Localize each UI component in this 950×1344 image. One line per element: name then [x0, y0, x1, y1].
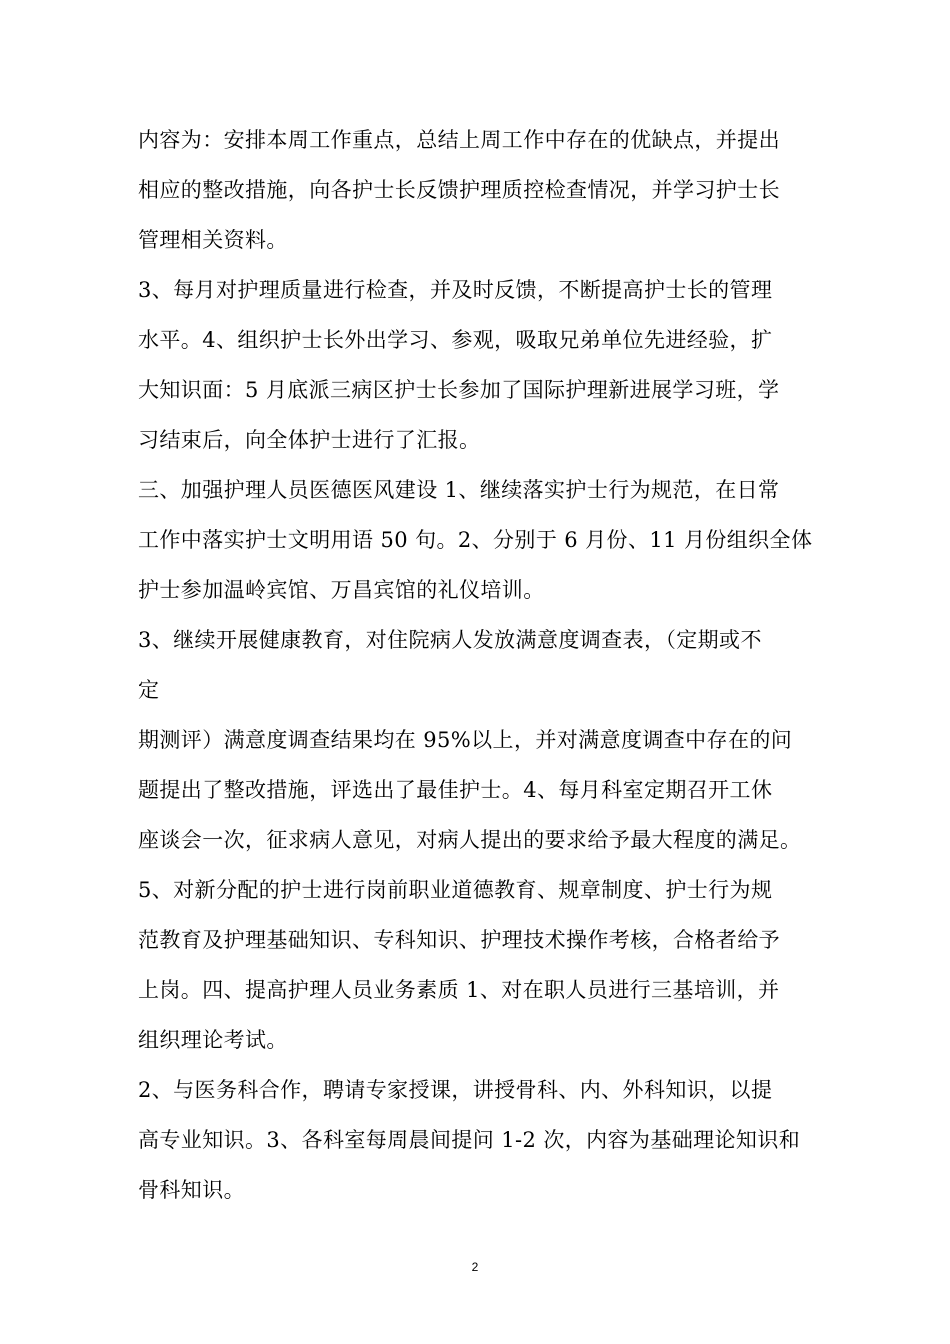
body-text-line: 水平。4、组织护士长外出学习、参观，吸取兄弟单位先进经验，扩 [138, 328, 773, 352]
body-text-line: 组织理论考试。 [138, 1028, 288, 1052]
body-text-line: 3、每月对护理质量进行检查，并及时反馈，不断提高护士长的管理 [138, 278, 773, 302]
body-text-line: 3、继续开展健康教育，对住院病人发放满意度调查表，（定期或不 [138, 628, 762, 652]
body-text-line: 习结束后，向全体护士进行了汇报。 [138, 428, 481, 452]
body-text-line: 相应的整改措施，向各护士长反馈护理质控检查情况，并学习护士长 [138, 178, 780, 202]
body-text-line: 大知识面：5 月底派三病区护士长参加了国际护理新进展学习班，学 [138, 378, 780, 402]
body-text-line: 座谈会一次，征求病人意见，对病人提出的要求给予最大程度的满足。 [138, 828, 802, 852]
body-text-line: 期测评）满意度调查结果均在 95%以上，并对满意度调查中存在的问 [138, 728, 793, 752]
page-number: 2 [471, 1260, 479, 1274]
body-text-line: 骨科知识。 [138, 1178, 245, 1202]
body-text-line: 上岗。四、提高护理人员业务素质 1、对在职人员进行三基培训，并 [138, 978, 780, 1002]
body-text-line: 内容为：安排本周工作重点，总结上周工作中存在的优缺点，并提出 [138, 128, 780, 152]
body-text-line: 管理相关资料。 [138, 228, 288, 252]
body-text-line: 定 [138, 678, 160, 702]
body-text-line: 高专业知识。3、各科室每周晨间提问 1-2 次，内容为基础理论知识和 [138, 1128, 801, 1152]
body-text-line: 护士参加温岭宾馆、万昌宾馆的礼仪培训。 [138, 578, 545, 602]
body-text-line: 2、与医务科合作，聘请专家授课，讲授骨科、内、外科知识，以提 [138, 1078, 773, 1102]
body-text-line: 5、对新分配的护士进行岗前职业道德教育、规章制度、护士行为规 [138, 878, 773, 902]
body-text-line: 范教育及护理基础知识、专科知识、护理技术操作考核，合格者给予 [138, 928, 780, 952]
body-text-line: 工作中落实护士文明用语 50 句。2、分别于 6 月份、11 月份组织全体 [138, 528, 813, 552]
body-text-line: 题提出了整改措施，评选出了最佳护士。4、每月科室定期召开工休 [138, 778, 773, 802]
body-text-line: 三、加强护理人员医德医风建设 1、继续落实护士行为规范，在日常 [138, 478, 780, 502]
